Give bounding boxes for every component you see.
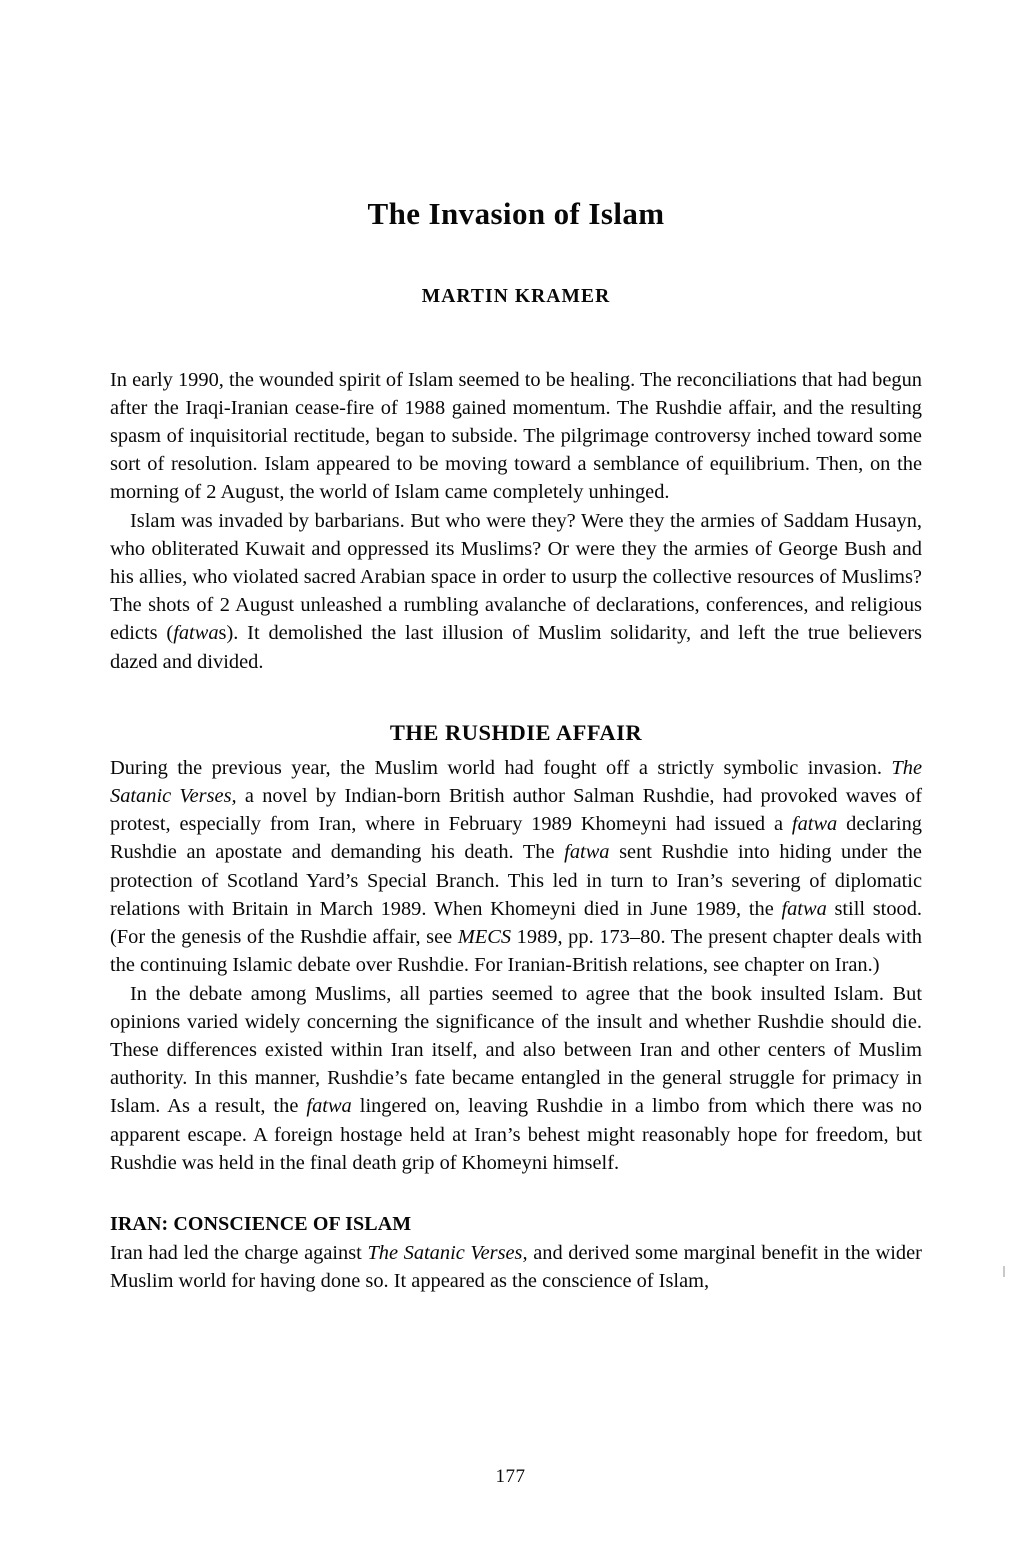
paragraph-text-run: and derived some marginal benefit in the wider Muslim world for having done so. It appeared as the conscience of Islam, — [110, 1241, 922, 1293]
text-column — [110, 0, 922, 1295]
paragraph-text-run: declaring Rushdie an apostate and demanding his death. The — [110, 813, 922, 864]
paragraph-text-run: During the previous year, the Muslim world had fought off a strictly symbolic invasion. — [110, 756, 892, 779]
italic-reference-mecs: MECS — [457, 926, 512, 949]
paragraph-text-run: lingered on, leaving Rushdie in a limbo from which there was no apparent escape. A foreign hostage held at Iran’s behest might reasonably hope for freedom, but Rushdie was held in the final death grip of Khomeyni himself. — [110, 1095, 922, 1174]
paragraph-text-run: still stood. (For the genesis of the Rushdie affair, see — [110, 897, 923, 949]
subsection-heading-iran-conscience: IRAN: CONSCIENCE OF ISLAM — [110, 1212, 412, 1235]
intro-section — [110, 308, 922, 676]
paragraph-text-run: Islam was invaded by barbarians. But who were they? Were they the armies of Saddam Husayn, who obliterated Kuwait and oppressed its Muslims? Or were they the armies of George Bush and his allies, who violated sacred Arabian space in order to usurp the collective resources of Muslims? The shots of 2 August unleashed a rumbling avalanche of declarations, conferences, and religious edicts ( — [110, 509, 922, 645]
paragraph-text-run: In the debate among Muslims, all parties seemed to agree that the book insulted Islam. But opinions varied widely concerning the significance of the insult and whether Rushdie should die. These differences existed within Iran itself, and also between Iran and other centers of Muslim authority. In this manner, Rushdie’s fate became entangled in the general struggle for primacy in Islam. As a result, the — [110, 982, 922, 1118]
italic-term-fatwa: fatwa — [173, 622, 219, 645]
paragraph-text-run: a novel by Indian-born British author Salman Rushdie, had provoked waves of protest, especially from Iran, where in February 1989 Khomeyni had issued a — [110, 785, 922, 836]
page-title: The Invasion of Islam — [367, 196, 665, 231]
paragraph-rushdie-1 — [110, 754, 922, 980]
paragraph-text-run: s). It demolished the last illusion of Muslim solidarity, and left the true believers dazed and divided. — [110, 622, 922, 673]
italic-term-fatwa: fatwa — [564, 841, 610, 864]
italic-term-fatwa: fatwa — [306, 1095, 352, 1118]
paragraph-text-run: Iran had led the charge against — [110, 1241, 368, 1264]
italic-title-satanic-verses: The Satanic Verses, — [367, 1241, 528, 1264]
scan-artifact-speck — [1003, 1266, 1005, 1277]
paragraph-rushdie-2 — [110, 980, 922, 1177]
paragraph-text-run: sent Rushdie into hiding under the protection of Scotland Yard’s Special Branch. This led in turn to Iran’s severing of diplomatic relations with Britain in March 1989. When Khomeyni died in June 1989, the — [110, 841, 922, 920]
author-byline: MARTIN KRAMER — [421, 285, 611, 307]
paragraph-intro-1: In early 1990, the wounded spirit of Islam seemed to be healing. The reconciliations that had begun after the Iraqi-Iranian cease-fire of 1988 gained momentum. The Rushdie affair, and the resulting spasm of inquisitorial rectitude, began to subside. The pilgrimage controversy inched toward some sort of resolution. Islam appeared to be moving toward a semblance of equilibrium. Then, on the morning of 2 August, the world of Islam came completely unhinged. — [110, 368, 922, 504]
paragraph-intro-2 — [110, 507, 922, 676]
paragraph-iran-1 — [110, 1239, 922, 1295]
italic-title-satanic-verses: The Satanic Verses, — [110, 756, 922, 808]
italic-term-fatwa: fatwa — [791, 813, 838, 836]
section-heading-rushdie-affair: THE RUSHDIE AFFAIR — [389, 719, 643, 745]
page-number: 177 — [495, 1466, 526, 1487]
italic-term-fatwa: fatwa — [781, 897, 827, 920]
paragraph-text-run: 1989, pp. 173–80. The present chapter deals with the continuing Islamic debate over Rushdie. For Iranian-British relations, see chapter on Iran.) — [110, 926, 922, 977]
